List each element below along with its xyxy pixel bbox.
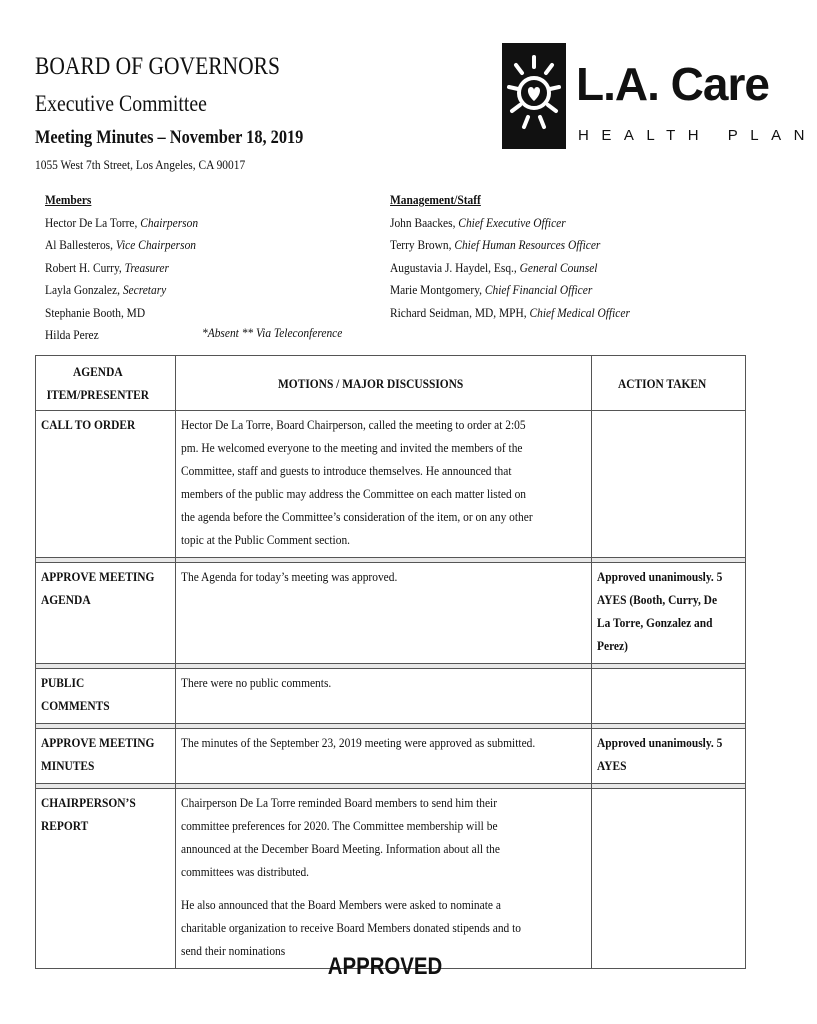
discussion-cell: Hector De La Torre, Board Chairperson, called the meeting to order at 2:05 pm. He welcomed everyone to the meeting and invited the members of the Committee, staff and guests to introduce themselves. He announced that members of the public may address the Committee on each matter listed on the agenda before the Committee’s consideration of the item, or on any other topic at the Public Comment section. <box>176 411 591 558</box>
discussion-cell: There were no public comments. <box>176 669 591 724</box>
table-row <box>36 563 746 664</box>
staff-row: Terry Brown, Chief Human Resources Officer <box>390 237 601 252</box>
logo-wordmark: L.A. Care <box>576 58 769 110</box>
table-row <box>36 669 746 724</box>
agenda-item: PUBLIC COMMENTS <box>36 669 176 724</box>
attendance-legend: *Absent ** Via Teleconference <box>202 325 343 340</box>
approved-stamp: APPROVED <box>327 953 443 980</box>
la-care-logo <box>502 43 817 151</box>
minutes-table <box>35 355 746 969</box>
meeting-date: Meeting Minutes – November 18, 2019 <box>35 127 304 148</box>
staff-row: Richard Seidman, MD, MPH, Chief Medical Officer <box>390 304 630 320</box>
member-row: Layla Gonzalez, Secretary <box>45 282 167 297</box>
col-header-motions: MOTIONS / MAJOR DISCUSSIONS <box>176 356 591 411</box>
member-row: Robert H. Curry, Treasurer <box>45 259 169 275</box>
logo-tagline: HEALTH PLAN <box>578 127 817 144</box>
col-header-agenda: AGENDA ITEM/PRESENTER <box>36 356 176 411</box>
document-title: BOARD OF GOVERNORS <box>35 53 280 80</box>
table-row <box>36 729 746 784</box>
sun-heart-logo-icon <box>502 43 566 149</box>
member-row: Stephanie Booth, MD <box>45 304 146 320</box>
member-row: Al Ballesteros, Vice Chairperson <box>45 237 197 252</box>
discussion-cell: Chairperson De La Torre reminded Board members to send him their committee preferences for 2020. The Committee membership will be announced at the December Board Meeting. Information about all the committees was distributed. He also announced that the Board Members were asked to nominate a charitable organization to receive Board Members donated stipends and to send their nominations <box>176 789 591 969</box>
staff-row: Augustavia J. Haydel, Esq., General Counsel <box>390 259 598 275</box>
action-cell <box>591 411 745 558</box>
agenda-item: CALL TO ORDER <box>36 411 176 558</box>
member-row: Hector De La Torre, Chairperson <box>45 214 199 230</box>
table-row <box>36 789 746 969</box>
meeting-address: 1055 West 7th Street, Los Angeles, CA 90017 <box>35 157 246 172</box>
staff-row: John Baackes, Chief Executive Officer <box>390 214 566 230</box>
committee-name: Executive Committee <box>35 91 207 116</box>
members-list <box>45 189 219 347</box>
action-cell <box>591 789 745 969</box>
members-heading: Members <box>45 192 92 207</box>
action-cell: Approved unanimously. 5 AYES (Booth, Curry, De La Torre, Gonzalez and Perez) <box>591 563 745 664</box>
agenda-item: APPROVE MEETING AGENDA <box>36 563 176 664</box>
management-heading: Management/Staff <box>390 192 481 207</box>
action-cell: Approved unanimously. 5 AYES <box>591 729 745 784</box>
member-row: Hilda Perez <box>45 327 99 342</box>
agenda-item: APPROVE MEETING MINUTES <box>36 729 176 784</box>
col-header-action: ACTION TAKEN <box>591 356 745 411</box>
discussion-cell: The Agenda for today’s meeting was approved. <box>176 563 591 664</box>
agenda-item: CHAIRPERSON’S REPORT <box>36 789 176 969</box>
table-header-row <box>36 356 746 411</box>
table-row <box>36 411 746 558</box>
action-cell <box>591 669 745 724</box>
discussion-cell: The minutes of the September 23, 2019 meeting were approved as submitted. <box>176 729 591 784</box>
management-list <box>390 189 663 324</box>
staff-row: Marie Montgomery, Chief Financial Officer <box>390 282 593 297</box>
